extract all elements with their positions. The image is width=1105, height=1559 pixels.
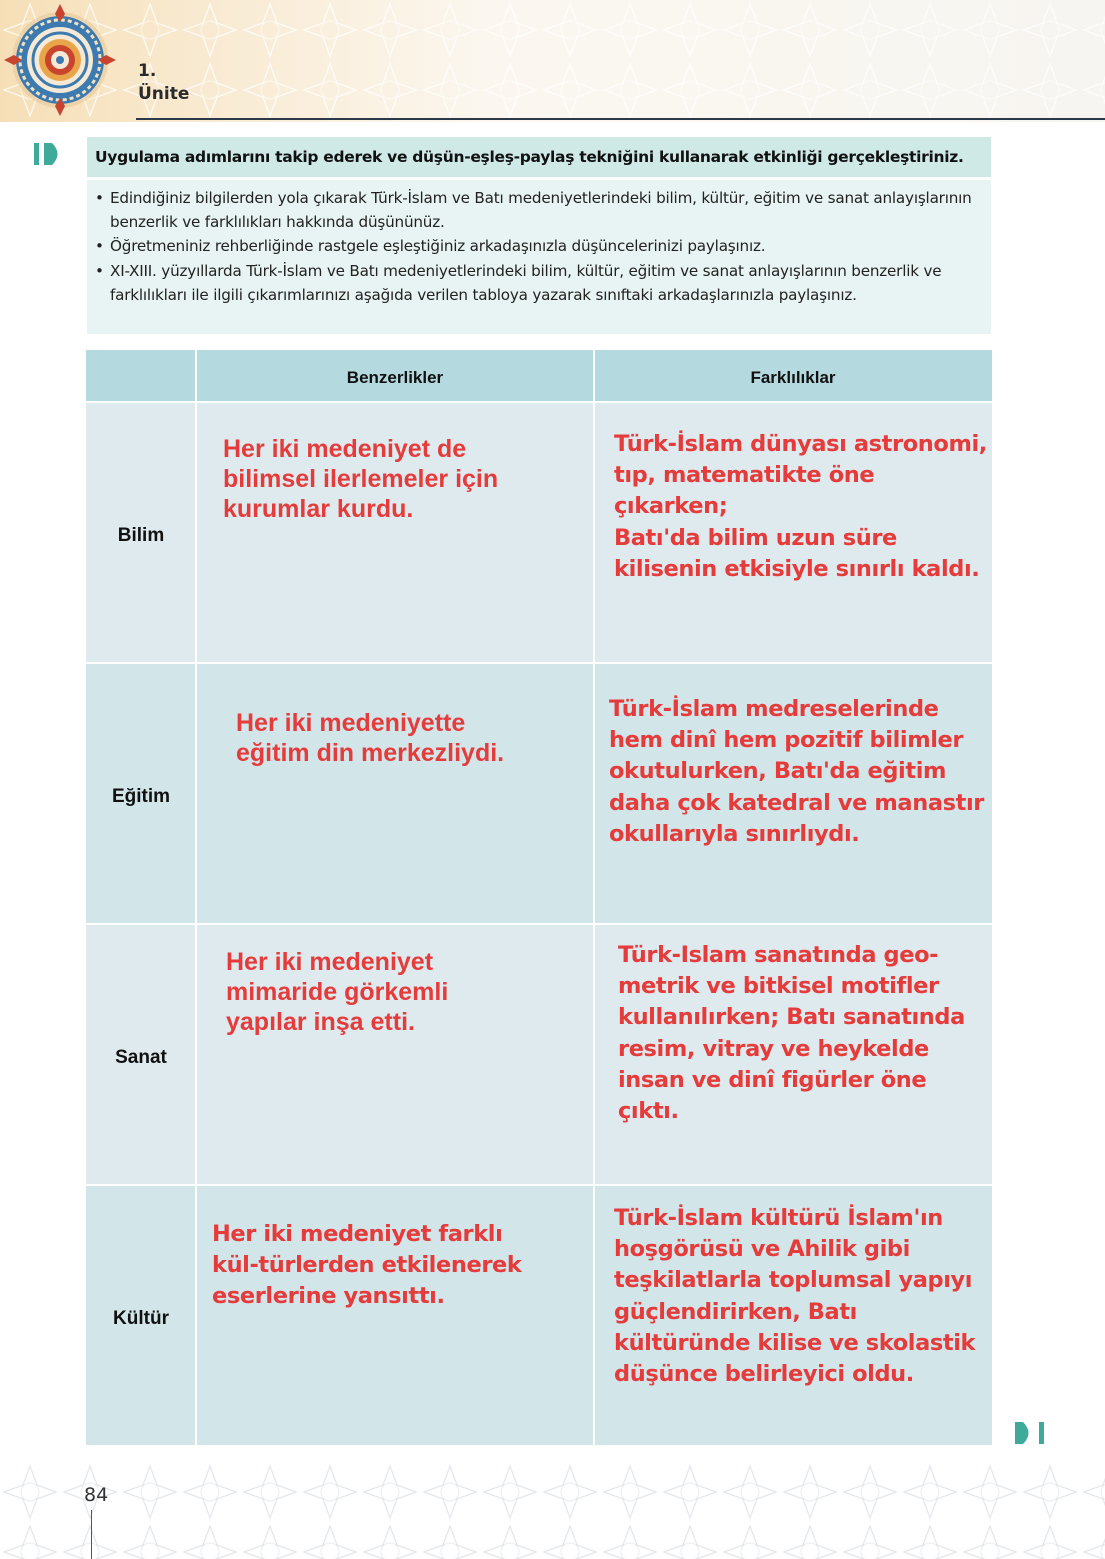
row-label-kultur: Kültür bbox=[113, 1308, 169, 1329]
activity-start-icon bbox=[34, 142, 64, 166]
row-label-egitim: Eğitim bbox=[111, 786, 171, 807]
difference-answer-sanat: Türk-Islam sanatında geo- metrik ve bitkisel motifler kullanılırken; Batı sanatında resim, vitray ve heykelde insan ve dinî figürler öne çıktı. bbox=[618, 942, 965, 1125]
header-divider bbox=[136, 118, 1105, 120]
comparison-table bbox=[86, 350, 992, 1445]
difference-answer-kultur: Türk-İslam kültürü İslam'ın hoşgörüsü ve Ahilik gibi teşkilatlarla toplumsal yapıyı güçlendirirken, Batı kültüründe kilise ve skolastik düşünce belirleyici oldu. bbox=[614, 1205, 976, 1388]
ornament-rosette-icon bbox=[2, 2, 120, 120]
header-band bbox=[0, 0, 1105, 122]
unit-label: Ünite bbox=[138, 84, 190, 104]
instruction-item: • XI-XIII. yüzyıllarda Türk-İslam ve Batı medeniyetlerindeki bilim, kültür, eğitim ve sanat anlayışlarının benzerlik ve farklılıkları ile ilgili çıkarımlarınızı aşağıda verilen tabloya yazarak sınıftaki arkadaşlarınızla paylaşınız. bbox=[95, 259, 983, 307]
page-number-rule bbox=[91, 1510, 92, 1559]
row-label-sanat: Sanat bbox=[115, 1047, 167, 1068]
instruction-item: • Öğretmeniniz rehberliğinde rastgele eşleştiğiniz arkadaşınızla düşüncelerinizi paylaşınız. bbox=[95, 234, 983, 258]
instructions-box bbox=[87, 180, 991, 334]
activity-end-icon bbox=[1015, 1421, 1045, 1445]
similarity-answer-kultur: Her iki medeniyet farklı kül-türlerden etkilenerek eserlerine yansıttı. bbox=[212, 1221, 522, 1310]
instruction-item: • Edindiğiniz bilgilerden yola çıkarak Türk-İslam ve Batı medeniyetlerindeki bilim, kültür, eğitim ve sanat anlayışlarının benzerlik ve farklılıkları hakkında düşününüz. bbox=[95, 186, 983, 234]
difference-answer-egitim: Türk-İslam medreselerinde hem dinî hem pozitif bilimler okutulurken, Batı'da eğitim daha çok katedral ve manastır okullarıyla sınırlıydı. bbox=[609, 696, 984, 847]
row-label-bilim: Bilim bbox=[117, 525, 165, 546]
page-number: 84 bbox=[84, 1484, 109, 1506]
instructions-title: Uygulama adımlarını takip ederek ve düşün-eşleş-paylaş tekniğini kullanarak etkinliği gerçekleştiriniz. bbox=[87, 137, 991, 177]
table-divider bbox=[195, 350, 197, 1445]
similarity-answer-bilim: Her iki medeniyet de bilimsel ilerlemeler için kurumlar kurdu. bbox=[223, 435, 499, 523]
instructions-list bbox=[95, 186, 983, 307]
footer-pattern bbox=[0, 1462, 1105, 1559]
unit-title bbox=[138, 60, 189, 106]
similarity-answer-sanat: Her iki medeniyet mimaride görkemli yapılar inşa etti. bbox=[226, 948, 449, 1036]
column-header-differences: Farklılıklar bbox=[750, 368, 836, 387]
difference-answer-bilim: Türk-İslam dünyası astronomi, tıp, matematikte öne çıkarken; Batı'da bilim uzun süre kilisenin etkisiyle sınırlı kaldı. bbox=[614, 431, 987, 582]
table-divider bbox=[86, 662, 992, 664]
unit-number: 1. bbox=[138, 61, 157, 81]
column-header-similarities: Benzerlikler bbox=[346, 368, 444, 387]
table-divider bbox=[593, 350, 595, 1445]
table-divider bbox=[86, 1184, 992, 1186]
table-divider bbox=[86, 923, 992, 925]
table-divider bbox=[86, 401, 992, 403]
similarity-answer-egitim: Her iki medeniyette eğitim din merkezliydi. bbox=[236, 709, 505, 767]
